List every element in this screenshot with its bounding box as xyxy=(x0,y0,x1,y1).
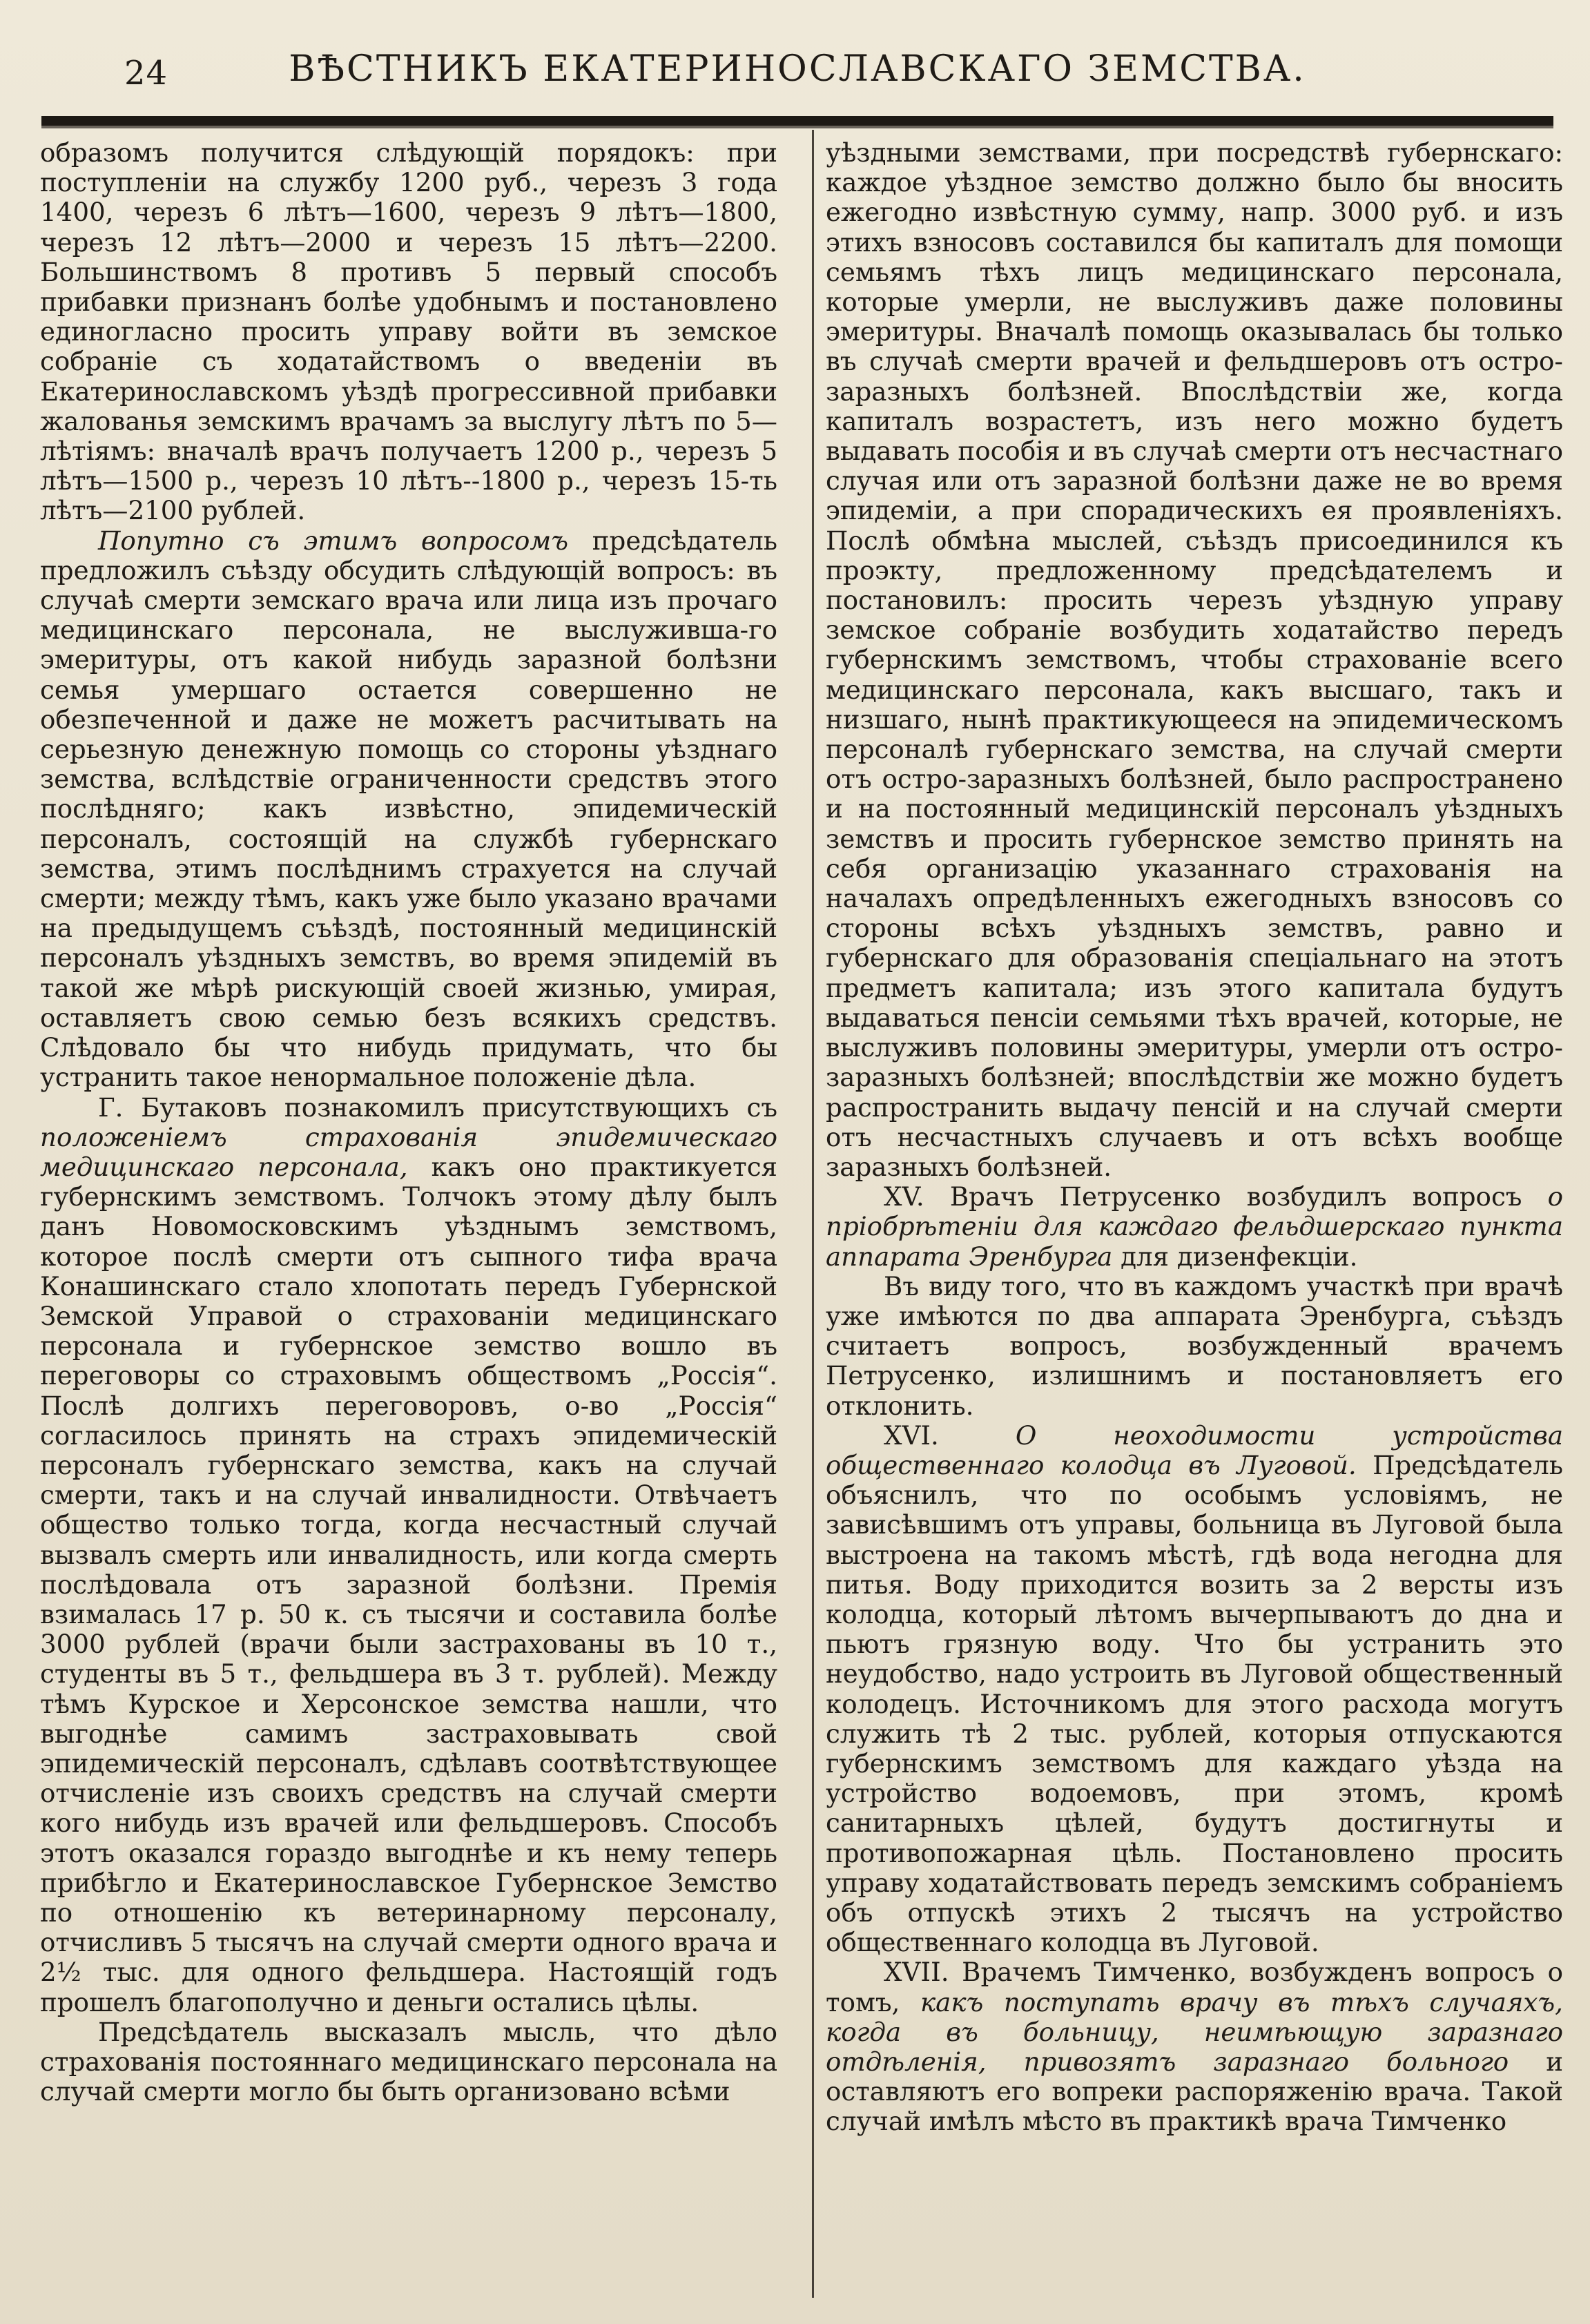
paragraph-emphasis: положеніемъ страхованія эпидемическаго медицинскаго персонала, xyxy=(40,1121,777,1182)
paragraph-text: какъ оно практикуется губернскимъ земствомъ. Толчокъ этому дѣлу былъ данъ Новомосковскимъ уѣзднымъ земствомъ, которое послѣ смерти отъ сыпного тифа врача Конашинскаго стало хлопотать передъ Губернской Земской Управой о страхованіи медицинскаго персонала и губернское земство вошло въ переговоры со страховымъ обществомъ „Россія“. Послѣ долгихъ переговоровъ, о-во „Россія“ согласилось принять на страхъ эпидемическій персоналъ губернскаго земства, какъ на случай смерти, такъ и на случай инвалидности. Отвѣчаетъ общество только тогда, когда несчастный случай вызвалъ смерть или инвалидность, или когда смерть послѣдовала отъ заразной болѣзни. Премія взималась 17 р. 50 к. съ тысячи и составила болѣе 3000 рублей (врачи были застрахованы въ 10 т., студенты въ 5 т., фельдшера въ 3 т. рублей). Между тѣмъ Курское и Херсонское земства нашли, что выгоднѣе самимъ застраховывать свой эпидемическій персоналъ, сдѣлавъ соотвѣтствующее отчисленіе изъ своихъ средствъ на случай смерти кого нибудь изъ врачей или фельдшеровъ. Способъ этотъ оказался гораздо выгоднѣе и къ нему теперь прибѣгло и Екатеринославское Губернское Земство по отношенію къ ветеринарному персоналу, отчисливъ 5 тысячъ на случай смерти одного врача и 2½ тыс. для одного фельдшера. Настоящій годъ прошелъ благополучно и деньги остались цѣлы. xyxy=(40,1151,777,2017)
paragraph-text: предсѣдатель предложилъ съѣзду обсудить слѣдующій вопросъ: въ случаѣ смерти земскаго врача или лица изъ прочаго медицинскаго персонала, не выслуживша-го эмеритуры, отъ какой нибудь заразной болѣзни семья умершаго остается совершенно не обезпеченной и даже не можетъ расчитывать на серьезную денежную помощь со стороны уѣзднаго земства, вслѣдствіе ограниченности средствъ этого послѣдняго; какъ извѣстно, эпидемическій персоналъ, состоящій на службѣ губернскаго земства, этимъ послѣднимъ страхуется на случай смерти; между тѣмъ, какъ уже было указано врачами на предыдущемъ съѣздѣ, постоянный медицинскій персоналъ уѣздныхъ земствъ, во время эпидемій въ такой же мѣрѣ рискующій своей жизнью, умирая, оставляетъ свою семью безъ всякихъ средствъ. Слѣдовало бы что нибудь придумать, что бы устранить такое ненормальное положеніе дѣла. xyxy=(40,525,777,1093)
left-column xyxy=(40,138,777,2292)
paragraph-text: для дизенфекціи. xyxy=(1112,1241,1358,1272)
paragraph-text: уѣздными земствами, при посредствѣ губернскаго: каждое уѣздное земство должно было бы вносить ежегодно извѣстную сумму, напр. 3000 руб. и изъ этихъ взносовъ составился бы капиталъ для помощи семьямъ тѣхъ лицъ медицинскаго персонала, которые умерли, не выслуживъ даже половины эмеритуры. Вначалѣ помощь оказывалась бы только въ случаѣ смерти врачей и фельдшеровъ отъ остро-заразныхъ болѣзней. Впослѣдствіи же, когда капиталъ возрастетъ, изъ него можно будетъ выдавать пособія и въ случаѣ смерти отъ несчастнаго случая или отъ заразной болѣзни даже не во время эпидеміи, а при спорадическихъ ея проявленіяхъ. Послѣ обмѣна мыслей, съѣздъ присоединился къ проэкту, предложенному предсѣдателемъ и постановилъ: просить черезъ уѣздную управу земское собраніе возбудить ходатайство передъ губернскимъ земствомъ, чтобы страхованіе всего медицинскаго персонала, какъ высшаго, такъ и низшаго, нынѣ практикующееся на эпидемическомъ персоналѣ губернскаго земства, на случай смерти отъ остро-заразныхъ болѣзней, было распространено и на постоянный медицинскій персоналъ уѣздныхъ земствъ и просить губернское земство принять на себя организацію указаннаго страхованія на началахъ опредѣленныхъ ежегодныхъ взносовъ со стороны всѣхъ уѣздныхъ земствъ, равно и губернскаго для образованія спеціальнаго на этотъ предметъ капитала; изъ этого капитала будутъ выдаваться пенсіи семьями тѣхъ врачей, которые, не выслуживъ половины эмеритуры, умерли отъ остро-заразныхъ болѣзней; впослѣдствіи же можно будетъ распространить выдачу пенсій и на случай смерти отъ несчастныхъ случаевъ и отъ всѣхъ вообще заразныхъ болѣзней. xyxy=(826,138,1563,1182)
paragraph-emphasis: Попутно съ этимъ вопросомъ xyxy=(98,525,568,556)
paragraph-text: Въ виду того, что въ каждомъ участкѣ при врачѣ уже имѣются по два аппарата Эренбурга, съѣздъ считаетъ вопросъ, возбужденный врачемъ Петрусенко, излишнимъ и постановляетъ его отклонить. xyxy=(826,1270,1563,1421)
column-divider xyxy=(812,130,814,2298)
paragraph-text: Предсѣдатель объяснилъ, что по особымъ условіямъ, не зависѣвшимъ отъ управы, больница въ Луговой была выстроена на такомъ мѣстѣ, гдѣ вода негодна для питья. Воду приходится возить за 2 версты изъ колодца, который лѣтомъ вычерпываютъ до дна и пьютъ грязную воду. Что бы устранить это неудобство, надо устроить въ Луговой общественный колодецъ. Источникомъ для этого расхода могутъ служить тѣ 2 тыс. рублей, которыя отпускаются губернскимъ земствомъ для каждаго уѣзда на устройство водоемовъ, при этомъ, кромѣ санитарныхъ цѣлей, будутъ достигнуты и противопожарная цѣль. Постановлено просить управу ходатайствовать передъ земскимъ собраніемъ объ отпускѣ этихъ 2 тысячъ на устройство общественнаго колодца въ Луговой. xyxy=(826,1449,1563,1958)
paragraph xyxy=(40,1093,777,2017)
section-number: XV. Врачъ Петрусенко возбудилъ вопросъ xyxy=(884,1181,1548,1212)
page-number: 24 xyxy=(124,54,168,93)
paragraph xyxy=(826,1182,1563,1272)
paragraph xyxy=(826,1957,1563,2136)
page-header xyxy=(41,48,1553,110)
paragraph-emphasis: О неоходимости устройства общественнаго колодца въ Луговой. xyxy=(826,1420,1563,1480)
paragraph xyxy=(40,138,777,526)
paragraph xyxy=(826,138,1563,1182)
paragraph-text: образомъ получится слѣдующій порядокъ: при поступленіи на службу 1200 руб., черезъ 3 года 1400, черезъ 6 лѣтъ—1600, черезъ 9 лѣтъ—1800, черезъ 12 лѣтъ—2000 и черезъ 15 лѣтъ—2200. Большинствомъ 8 противъ 5 первый способъ прибавки признанъ болѣе удобнымъ и постановлено единогласно просить управу войти въ земское собраніе съ ходатайствомъ о введеніи въ Екатеринославскомъ уѣздѣ прогрессивной прибавки жалованья земскимъ врачамъ за выслугу лѣтъ по 5—лѣтіямъ: вначалѣ врачъ получаетъ 1200 р., черезъ 5 лѣтъ—1500 р., черезъ 10 лѣтъ--1800 р., черезъ 15-ть лѣтъ—2100 рублей. xyxy=(40,138,777,526)
section-number: XVI. xyxy=(884,1420,1016,1451)
right-column xyxy=(826,138,1563,2292)
paragraph-text: Г. Бутаковъ познакомилъ присутствующихъ съ xyxy=(98,1092,777,1123)
section-number: XVII. Врачемъ Тимченко, возбужденъ вопросъ о томъ, xyxy=(826,1957,1563,2017)
paragraph-text: Предсѣдатель высказалъ мысль, что дѣло страхованія постояннаго медицинскаго персонала на случай смерти могло бы быть организовано всѣми xyxy=(40,2016,777,2107)
paragraph xyxy=(826,1272,1563,1421)
paragraph xyxy=(40,526,777,1093)
paragraph-text: и оставляютъ его вопреки распоряженію врача. Такой случай имѣлъ мѣсто въ практикѣ врача Тимченко xyxy=(826,2046,1563,2137)
paragraph-emphasis: о пріобрѣтеніи для каждаго фельдшерскаго пункта аппарата Эренбурга xyxy=(826,1181,1563,1272)
paragraph xyxy=(826,1421,1563,1958)
paragraph xyxy=(40,2017,777,2107)
paragraph-emphasis: какъ поступать врачу въ тѣхъ случаяхъ, когда въ больницу, неимѣющую заразнаго отдѣленія, привозятъ заразнаго больного xyxy=(826,1986,1563,2077)
header-rule xyxy=(41,116,1553,128)
journal-title: ВѢСТНИКЪ ЕКАТЕРИНОСЛАВСКАГО ЗЕМСТВА. xyxy=(289,48,1306,90)
